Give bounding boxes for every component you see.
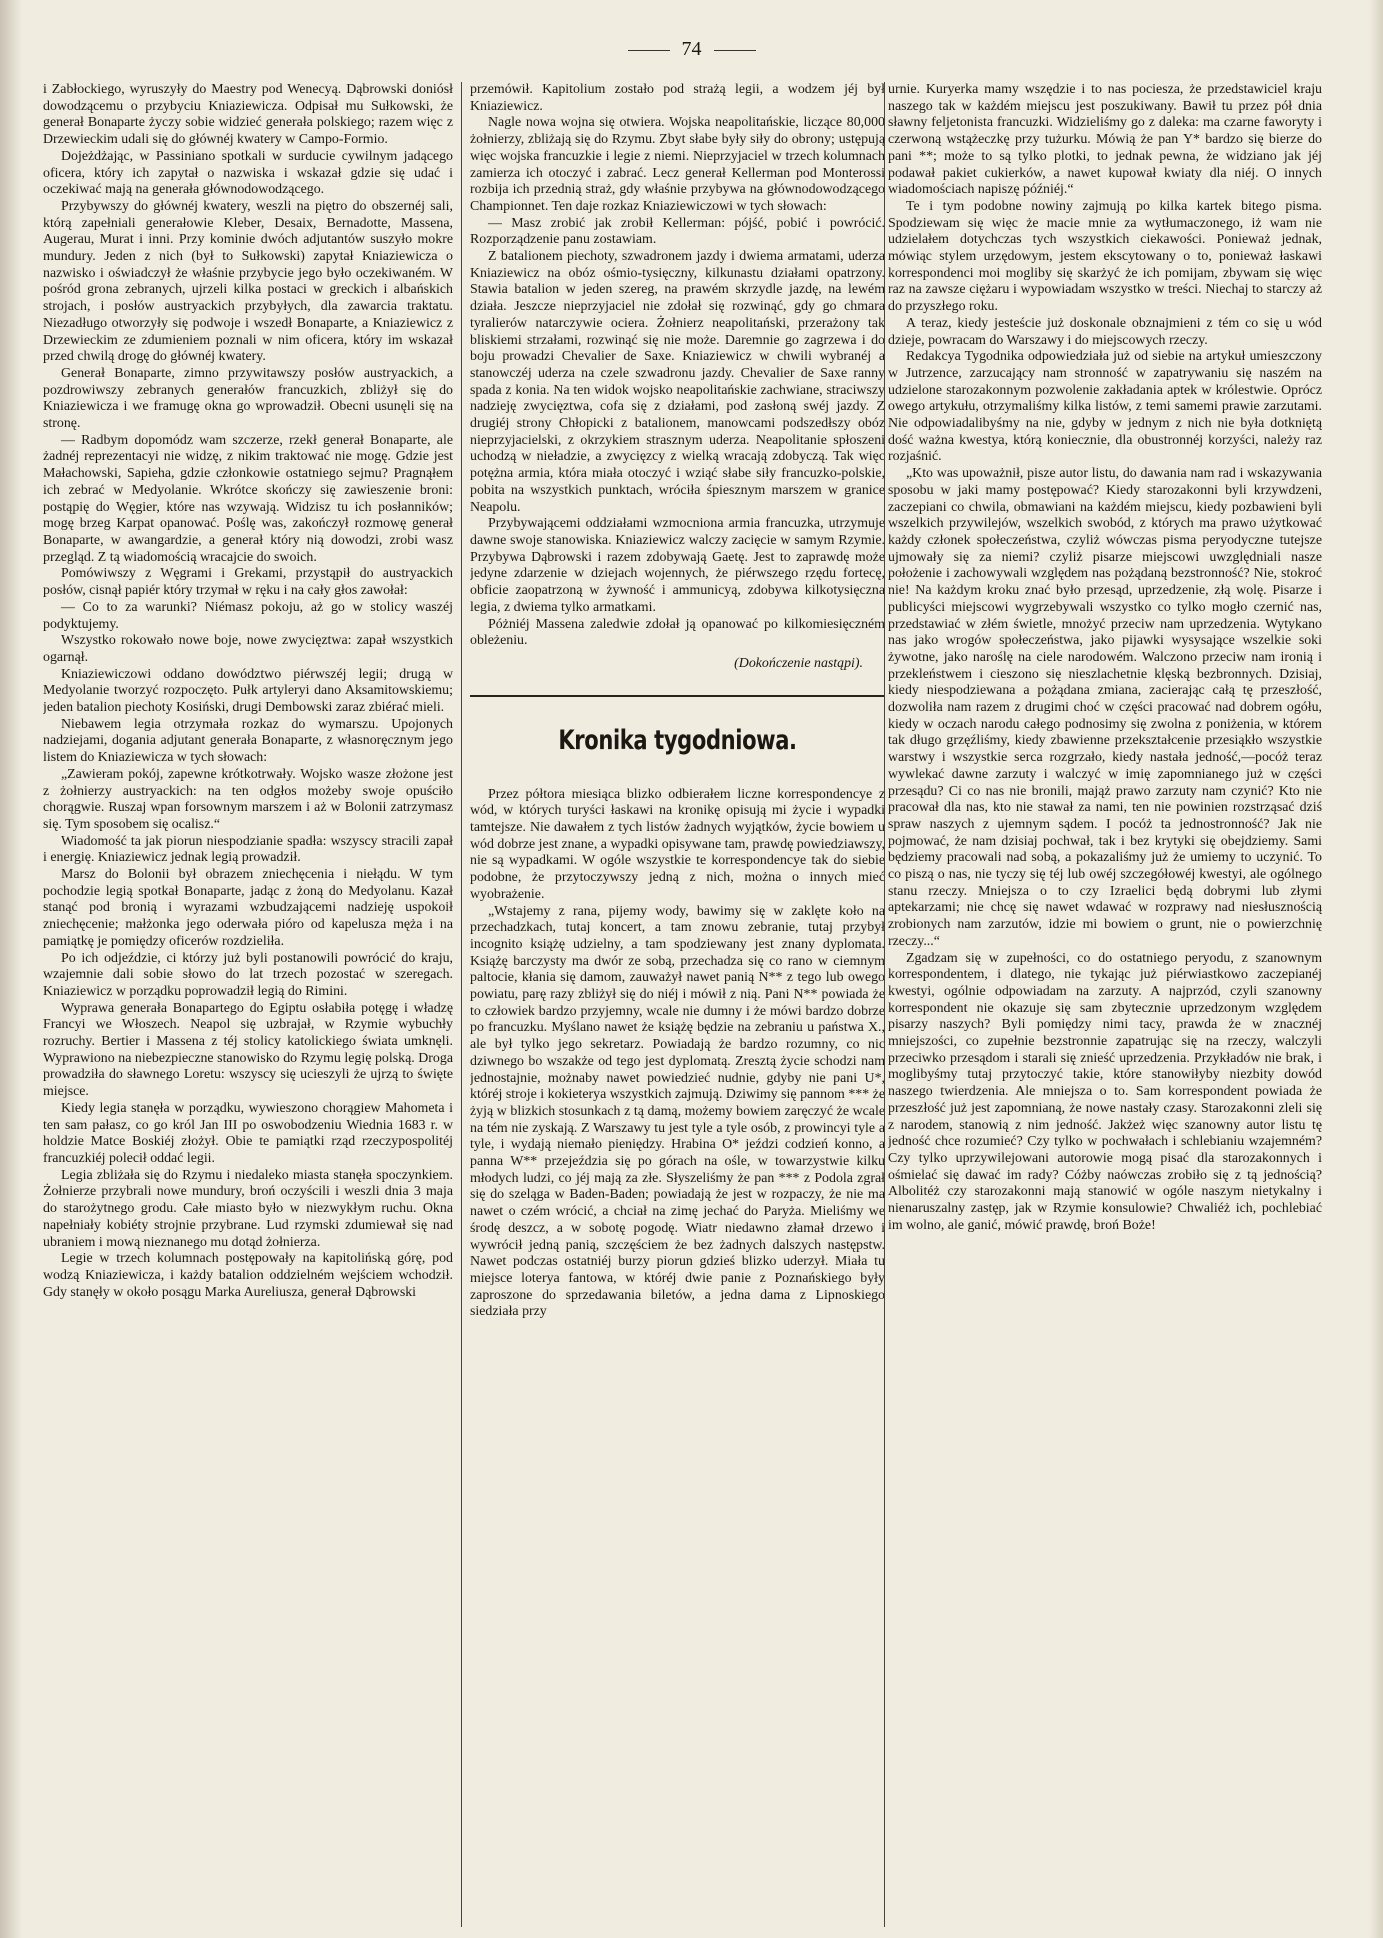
paragraph: Pomówiwszy z Węgrami i Grekami, przystąpił do austryackich posłów, cisnął papiér który trzymał w ręku i na cały głos zawołał:: [43, 566, 453, 599]
paragraph: — Co to za warunki? Niémasz pokoju, aż go w stolicy waszéj podyktujemy.: [43, 599, 453, 632]
paragraph: Legie w trzech kolumnach postępowały na kapitolińską górę, pod wodzą Kniaziewicza, i każdy batalion oddzielném wejściem wchodził. Gdy stanęły w około posągu Marka Aureliusza, generał Dąbrowski: [43, 1251, 453, 1300]
page-number-right-rule: [714, 50, 756, 51]
paragraph: Legia zbliżała się do Rzymu i niedaleko miasta stanęła spoczynkiem. Żołnierze przybrali nowe mundury, broń oczyścili i weszli dnia 3 maja do starożytnego grodu. Całe miasto było w niezwykłym ruchu. Okna napełniały kobiéty strojnie przybrane. Lud rzymski zdumiewał się nad ubraniem i mową nieznanego mu dotąd żołnierza.: [43, 1167, 453, 1250]
paragraph: „Kto was upoważnił, pisze autor listu, do dawania nam rad i wskazywania sposobu w jaki mamy postępować? Kiedy starozakonni byli krzywdzeni, zaczepiani co chwila, obmawiani na każdém miejscu, kiedy pozbawieni byli wszelkich przywilejów, wszelkich swobód, z których ma prawo użytkować każdy członek społeczeństwa, czyliż wówczas pisma peryodyczne tutejsze ujmowały się za niemi? czyliż pisarze miejscowi uwzględniali nasze położenie i zachowywali względem nas pożądaną bezstronność? Nie, stokroć nie! Na każdym kroku znać było przesąd, uprzedzenie, złą wolę. Pisarze i publicyści miejscowi wygrzebywali wszystko co tylko mogło czernić nas, przedstawiać w złém świetle, mnożyć przeciw nam uprzedzenia. Wytykano nas jako wrogów społeczeństwa, jako pijawki wysysające wszelkie soki żywotne, jako naroślę na ciele narodowém. Walczono przeciw nam ironią i przekleństwem i cieszono się nieszlachetnie klęską bezbronnych. Dzisiaj, kiedy niespodziewana a pożądana zmiana, zacierając całą tę przeszłość, dozwoliła nam razem z drugimi choć w części pracować nad dobrem ogółu, kiedy w oczach narodu całego podnosimy się zwolna z poniżenia, w którem tak długo grzęźliśmy, kiedy zbawienne przekształcenie przesiąkło wszystkie warstwy i wszystkie serca rozgrzało, kiedy nastała jedność,—pocóż teraz wywlekać dawne zarzuty i walczyć w imię zapomnianego już w części przesądu? Ci co nas nie bronili, mająż prawo zarzuty nam czynić? Kto nie pracował dla nas, kto nie stawał za nami, ten nie powinien rozstrząsać dziś spraw naszych z ujemnym sądem. I pocóż ta jednostronność? Jak nie pojmować, że nam dzisiaj pochwał, tak i bez krytyki się obejdziemy. Sami będziemy pracowali nad sobą, a pokazaliśmy już że umiemy to uczynić. To co piszą o nas, nie tyczy się téj lub owéj szczegółowéj kwestyi, ale ogólnego stanu rzeczy. Mniejsza o to czy Izraelici będą dobrymi lub złymi aptekarzami; nie chcę się nawet wdawać w rozprawy nad niesłusznością zrobionych nam zarzutów, idzie mi bowiem o grunt, nie o powierzchnię rzeczy...“: [888, 466, 1322, 949]
section-divider: [470, 695, 885, 697]
paragraph: Marsz do Bolonii był obrazem zniechęcenia i niełądu. W tym pochodzie legią spotkał Bonaparte, jadąc z żoną do Medyolanu. Kazał stanąć pod bronią i wyrazami wzbudzającemi nadzieję uspokoił zniechęcenie; małżonka jego oderwała pióro od kapelusza męża i na pamiątkę je pomiędzy oficerów rozdzieliła.: [43, 867, 453, 949]
paragraph: „Wstajemy z rana, pijemy wody, bawimy się w zaklęte koło na przechadzkach, tutaj koncert, a tam znowu zebranie, tutaj przybył incognito książę udzielny, a tam spodziewany jest znany dyplomata. Książę barczysty ma dwór ze sobą, przechadza się co rano w ciemnym paltocie, kłania się damom, zauważył nawet panią N** z tego lub owego powiatu, parę razy zbliżył się do niéj i mówił z nią. Pani N** powiada że to człowiek bardzo przyjemny, wcale nie dumny i że mówi bardzo dobrze po francuzku. Myślano nawet że książę będzie na zebraniu u państwa X., ale był tylko jego sekretarz. Powiadają że bardzo rozumny, co nic dziwnego bo wszakże od tego jest dyplomatą. Zresztą życie schodzi nam jednostajnie, możnaby nawet powiedzieć nudnie, gdyby nie pani U*, któréj stroje i kokieterya wszystkich zajmują. Dziwimy się pannom *** że żyją w blizkich stosunkach z tą damą, możemy bowiem zaręczyć że wcale na tém nie zyskają. Z Warszawy tu jest tyle a tyle osób, z prowincyi tyle a tyle, i wydają niemało pieniędzy. Hrabina O* jeździ codzień konno, a panna W** przejeździa się po górach na ośle, w towarzystwie kilku młodych ludzi, co jéj mają za złe. Słyszeliśmy że pan *** z Podola zgrał się do szeląga w Baden-Baden; powiadają że jest w rozpaczy, że nie ma nawet o czém wrócić, a chciał na zimę jechać do Paryża. Mieliśmy we środę deszcz, a w sobotę pogodę. Wiatr niedawno złamał drzewo i wywrócił jedną panią, szczęściem że bez żadnych dalszych następstw. Nawet podczas ostatniéj burzy piorun gdzieś blizko uderzył. Miała tu miejsce loterya fantowa, w któréj dwie panie z Poznańskiego były zaproszone do sprzedawania biletów, a jedna dama z Lipnoskiego siedziała przy: [470, 903, 885, 1320]
paragraph: przemówił. Kapitolium zostało pod strażą legii, a wodzem jéj był Kniaziewicz.: [470, 82, 885, 114]
paragraph: Dojeżdżając, w Passiniano spotkali w surducie cywilnym jadącego oficera, który ich zapytał o nazwiska i wskazał gdzie się udać i oczekiwać mają na generała głównodowodzącego.: [43, 148, 453, 198]
paragraph: — Masz zrobić jak zrobił Kellerman: pójść, pobić i powrócić. Rozporządzenie panu zostawiam.: [470, 215, 885, 248]
section-title: Kronika tygodniowa.: [558, 724, 797, 756]
paragraph: Przez półtora miesiąca blizko odbierałem liczne korrespondencye z wód, w których turyści łaskawi na kronikę opisują mi życie i wypadki tamtejsze. Nie dawałem z tych listów żadnych wyjątków, życie bowiem u wód dobrze jest znane, a wypadki opisywane tam, prawdę powiedziawszy, nie są wypadkami. W ogóle wszystkie te korrespondencye tak do siebie podobne, że przytoczywszy jedną z nich, można o innych mieć wyobrażenie.: [470, 786, 885, 902]
paragraph: Przybywającemi oddziałami wzmocniona armia francuzka, utrzymuje dawne swoje stanowiska. Kniaziewicz walczy zacięcie w samym Rzymie. Przybywa Dąbrowski i razem zdobywają Gaetę. Jest to zaprawdę może jedyne zdarzenie w dziejach wojennych, że piérwszego rzędu fortecę, obficie zaopatrzoną w żywność i ammunicyą, zdobywa kilkotysięczna legia, z dwiema tylko armatkami.: [470, 516, 885, 615]
paragraph: Nagle nowa wojna się otwiera. Wojska neapolitańskie, liczące 80,000 żołnierzy, zbliżają się do Rzymu. Zbyt słabe były siły do obrony; ustępują więc wojska francuzkie i legie z niemi. Nieprzyjaciel w trzech kolumnach zamierza ich otoczyć i zabrać. Lecz generał Kellerman pod Monterossi rozbija ich przednią straż, gdy właśnie przybywa na głównodowodzącego Championnet. Ten daje rozkaz Kniaziewiczowi w tych słowach:: [470, 115, 885, 214]
column-2: [470, 82, 885, 1932]
paragraph: Wszystko rokowało nowe boje, nowe zwycięztwa: zapał wszystkich ogarnął.: [43, 633, 453, 665]
paragraph: A teraz, kiedy jesteście już doskonale obznajmieni z tém co się u wód dzieje, powracam do Warszawy i do miejscowych rzeczy.: [888, 315, 1322, 348]
page-right-edge-shadow: [1369, 0, 1383, 1938]
paragraph: Zgadzam się w zupełności, co do ostatniego peryodu, z szanownym korrespondentem, i dlatego, nie tykając już piérwiastkowo zaczepianéj kwestyi, ogólnie odpowiadam na zarzuty. A najprzód, czyli szanowny korrespondent nie okazuje się sam zbytecznie uprzedzonym względem pisarzy naszych? Byli pomiędzy nimi tacy, prawda że w znacznéj mniejszości, co zupełnie bezstronnie zapatrując się na rzeczy, walczyli przeciwko przesądom i starali się znieść uprzedzenia. Przykładów nie brak, i moglibyśmy tutaj przytoczyć takie, które stanowiłyby niezbity dowód naszego twierdzenia. Ale mniejsza o to. Sam korrespondent powiada że przeszłość już jest zapomnianą, że nowe nastały czasy. Starozakonni zleli się z narodem, stanowią z nim jedność. Jakżeż więc szanowny autor listu tę jedność chce rozumieć? Czy tylko w pochwałach i schlebianiu wzajemném? Czy tylko uprzywilejowani autorowie mogą pisać dla starozakonnych i ośmielać się dawać im rady? Cóżby naówczas zrobiło się z tą jednością? Albolitéż czy starozakonni mają stanowić w ogóle naszym nietykalny i nienaruszalny zastęp, jak w Rzymie konsulowie? Chwaliéż ich, pochlebiać im wolno, ale ganić, mówić prawdę, broń Boże!: [888, 950, 1322, 1233]
paragraph: Generał Bonaparte, zimno przywitawszy posłów austryackich, a pozdrowiwszy zebranych generałów francuzkich, zbliżył się do Kniaziewicza i we framugę okna go wprowadził. Obecni usunęli się na stronę.: [43, 365, 453, 432]
paragraph: Niebawem legia otrzymała rozkaz do wymarszu. Upojonych nadziejami, dogania adjutant generała Bonaparte, z własnoręcznym jego listem do Kniaziewicza w tych słowach:: [43, 716, 453, 766]
page-number-left-rule: [628, 50, 670, 51]
column-divider-1: [461, 82, 462, 1927]
paragraph: i Zabłockiego, wyruszyły do Maestry pod Wenecyą. Dąbrowski doniósł dowodzącemu o przybyciu Kniaziewicza. Odpisał mu Sułkowski, że generał Bonaparte życzy sobie widzieć generała polskiego; razem więc z Drzewieckim udali się do głównéj kwatery w Campo-Formio.: [43, 82, 453, 148]
paragraph: Póżniéj Massena zaledwie zdołał ją opanować po kilkomiesięczném obleżeniu.: [470, 616, 885, 649]
paragraph: Z batalionem piechoty, szwadronem jazdy i dwiema armatami, uderza Kniaziewicz na obóz ośmio-tysięczny, kilkunastu działami opatrzony. Stawia batalion w jeden szereg, na prawém skrzydle jazdę, na lewém działa. Jeszcze nieprzyjaciel nie zdołał się rozwinąć, gdy go chmara tyralierów natarczywie ociera. Żołnierz neapolitański, przerażony tak bliskiemi strzałami, rozwinąć się nie może. Daremnie go zagrzewa i do boju prowadzi Chevalier de Saxe. Kniaziewicz w chwili wybranéj a stanowczéj uderza na czele szwadronu jazdy. Chevalier de Saxe ranny spada z konia. Na ten widok wojsko neapolitańskie zachwiane, straciwszy nadzieję zwycięztwa, cofa się z działami, pod zasłoną swéj jazdy. Z drugiéj strony Chłopicki z batalionem, manowcami podszedłszy obóz nieprzyjacielski, z okrzykiem strasznym uderza. Neapolitanie spłoszeni uchodzą w nieładzie, a zwycięzcy z wielką wracają zdobyczą. Tak więc potężna armia, która miała otoczyć i wziąć słabe siły francuzko-polskie, pobita na wszystkich punktach, wróciła śpiesznym marszem w granice Neapolu.: [470, 249, 885, 515]
paragraph: Kniaziewiczowi oddano dowództwo piérwszéj legii; drugą w Medyolanie tworzyć rozpoczęto. Pułk artyleryi dano Aksamitowskiemu; jeden batalion piechoty Kosiński, drugi Dembowski zaraz zbiérać mieli.: [43, 666, 453, 716]
paragraph: Te i tym podobne nowiny zajmują po kilka kartek bitego pisma. Spodziewam się więc że macie mnie za wytłumaczonego, iż wam nie udzielałem dotychczas tych wszystkich ciekawości. Ponieważ jednak, mówiąc stylem urzędowym, jestem ekscytowany o to, ponieważ łaskawi korrespondenci moi mogliby się skarżyć że ich pomijam, zbywam się więc raz na zawsze ciężaru i wypowiadam wszystko w treści. Niechaj to starczy aż do przyszłego roku.: [888, 198, 1322, 315]
paragraph: Wiadomość ta jak piorun niespodzianie spadła: wszyscy stracili zapał i energię. Kniaziewicz jednak legią prowadził.: [43, 833, 453, 866]
column-divider-2: [884, 82, 885, 1927]
paragraph: „Zawieram pokój, zapewne krótkotrwały. Wojsko wasze złożone jest z żołnierzy austryackich: na ten odgłos możeby swoje opuściło chorągwie. Ruszaj wpan forsownym marszem i aż w Bolonii zatrzymasz się. Tym sposobem się ocalisz.“: [43, 766, 453, 832]
continued-note: (Dokończenie nastąpi).: [734, 655, 863, 671]
paragraph: — Radbym dopomódz wam szczerze, rzekł generał Bonaparte, ale żadnéj reprezentacyi nie widzę, z nikim traktować nie mogę. Gdzie jest Małachowski, Sapieha, gdzie członkowie ostatniego sejmu? Pragnąłem ich zebrać w Medyolanie. Wkrótce skończy się zawieszenie broni: postąpię do Węgier, które nas wzywają. Widzisz tu ich posłanników; mogę brzeg Karpat opanować. Poślę was, zakończył rozmowę generał Bonaparte, w awangardzie, a generał który nią dowodzi, zrobi wasz przegląd. Z tą wiadomością wracajcie do swoich.: [43, 432, 453, 565]
page-left-edge-shadow: [0, 0, 22, 1938]
paragraph: Redakcya Tygodnika odpowiedziała już od siebie na artykuł umieszczony w Jutrzence, zarzucający nam stronność w zapatrywaniu się naszém na udzielone starozakonnym pozwolenie zakładania aptek w królestwie. Oprócz owego artykułu, otrzymaliśmy kilka listów, z temi samemi prawie zarzutami. Nie odpowiadalibyśmy na nie, gdyby w jednym z nich nie była dotkniętą dość ważna kwestya, którą koniecznie, dla obustronnéj korzyści, należy raz rozjaśnić.: [888, 349, 1322, 465]
page-number: 74: [681, 38, 702, 60]
page-number-header: [0, 38, 1383, 61]
paragraph: Po ich odjeździe, ci którzy już byli postanowili powrócić do kraju, wzajemnie dali sobie słowo do lat trzech pozostać w szeregach. Kniaziewicz w porządku poprowadził legią do Rimini.: [43, 950, 453, 999]
paragraph: Wyprawa generała Bonapartego do Egiptu osłabiła potęgę i władzę Francyi we Włoszech. Neapol się uzbrajał, w Rzymie wybuchły rozruchy. Bertier i Massena z téj stolicy katolickiego świata umknęli. Wyprawiono na niebezpieczne stanowisko do Rzymu legię polską. Droga prowadziła do sławnego Loretu: wszyscy się ucieszyli że ujrzą to święte miejsce.: [43, 1000, 453, 1100]
column-1: [43, 82, 453, 1932]
paragraph: Przybywszy do głównéj kwatery, weszli na piętro do obszernéj sali, którą zapełniali generałowie Kleber, Desaix, Bernadotte, Massena, Augerau, Murat i inni. Przy kominie dwóch adjutantów suszyło mokre mundury. Jeden z nich (był to Sułkowski) zapytał Kniaziewicza o nazwisko i oświadczył że właśnie przybycie jego było oczekiwaném. W pośród grona zebranych, ujrzeli kilka postaci w greckich i albańskich strojach, i posłów austryackich przybyłych, dla zawarcia traktatu. Niezadługo otworzyły się podwoje i wszedł Bonaparte, a Kniaziewicz z Drzewieckim ze zdumieniem poznali w nim oficera, który im wskazał przed chwilą drogę do głównéj kwatery.: [43, 198, 453, 365]
paragraph: urnie. Kuryerka mamy wszędzie i to nas pocieszа, że przedstawiciel kraju naszego tak w każdém miejscu jest poszukiwany. Bawił tu przez pół dnia sławny feljetonista francuzki. Widzieliśmy go z daleka: ma czarne faworyty i czerwoną wstążeczkę przy tużurku. Mówią że pan Y* bardzo się bierze do pani **; może to są tylko plotki, to jednak pewna, że widziano jak jéj podawał pakiet cukierków, a nawet kupował kwiaty dla niéj. O innych wiadomościach napiszę późniéj.“: [888, 82, 1322, 198]
paragraph: Kiedy legia stanęła w porządku, wywieszono chorągiew Mahometa i ten sam pałasz, co go król Jan III po oswobodzeniu Wiednia 1683 r. w holdzie Matce Boskiéj złożył. Obie te pamiątki rząd rzeczypospolitéj francuzkiéj polecił oddać legii.: [43, 1100, 453, 1166]
column-3: [888, 82, 1322, 1932]
